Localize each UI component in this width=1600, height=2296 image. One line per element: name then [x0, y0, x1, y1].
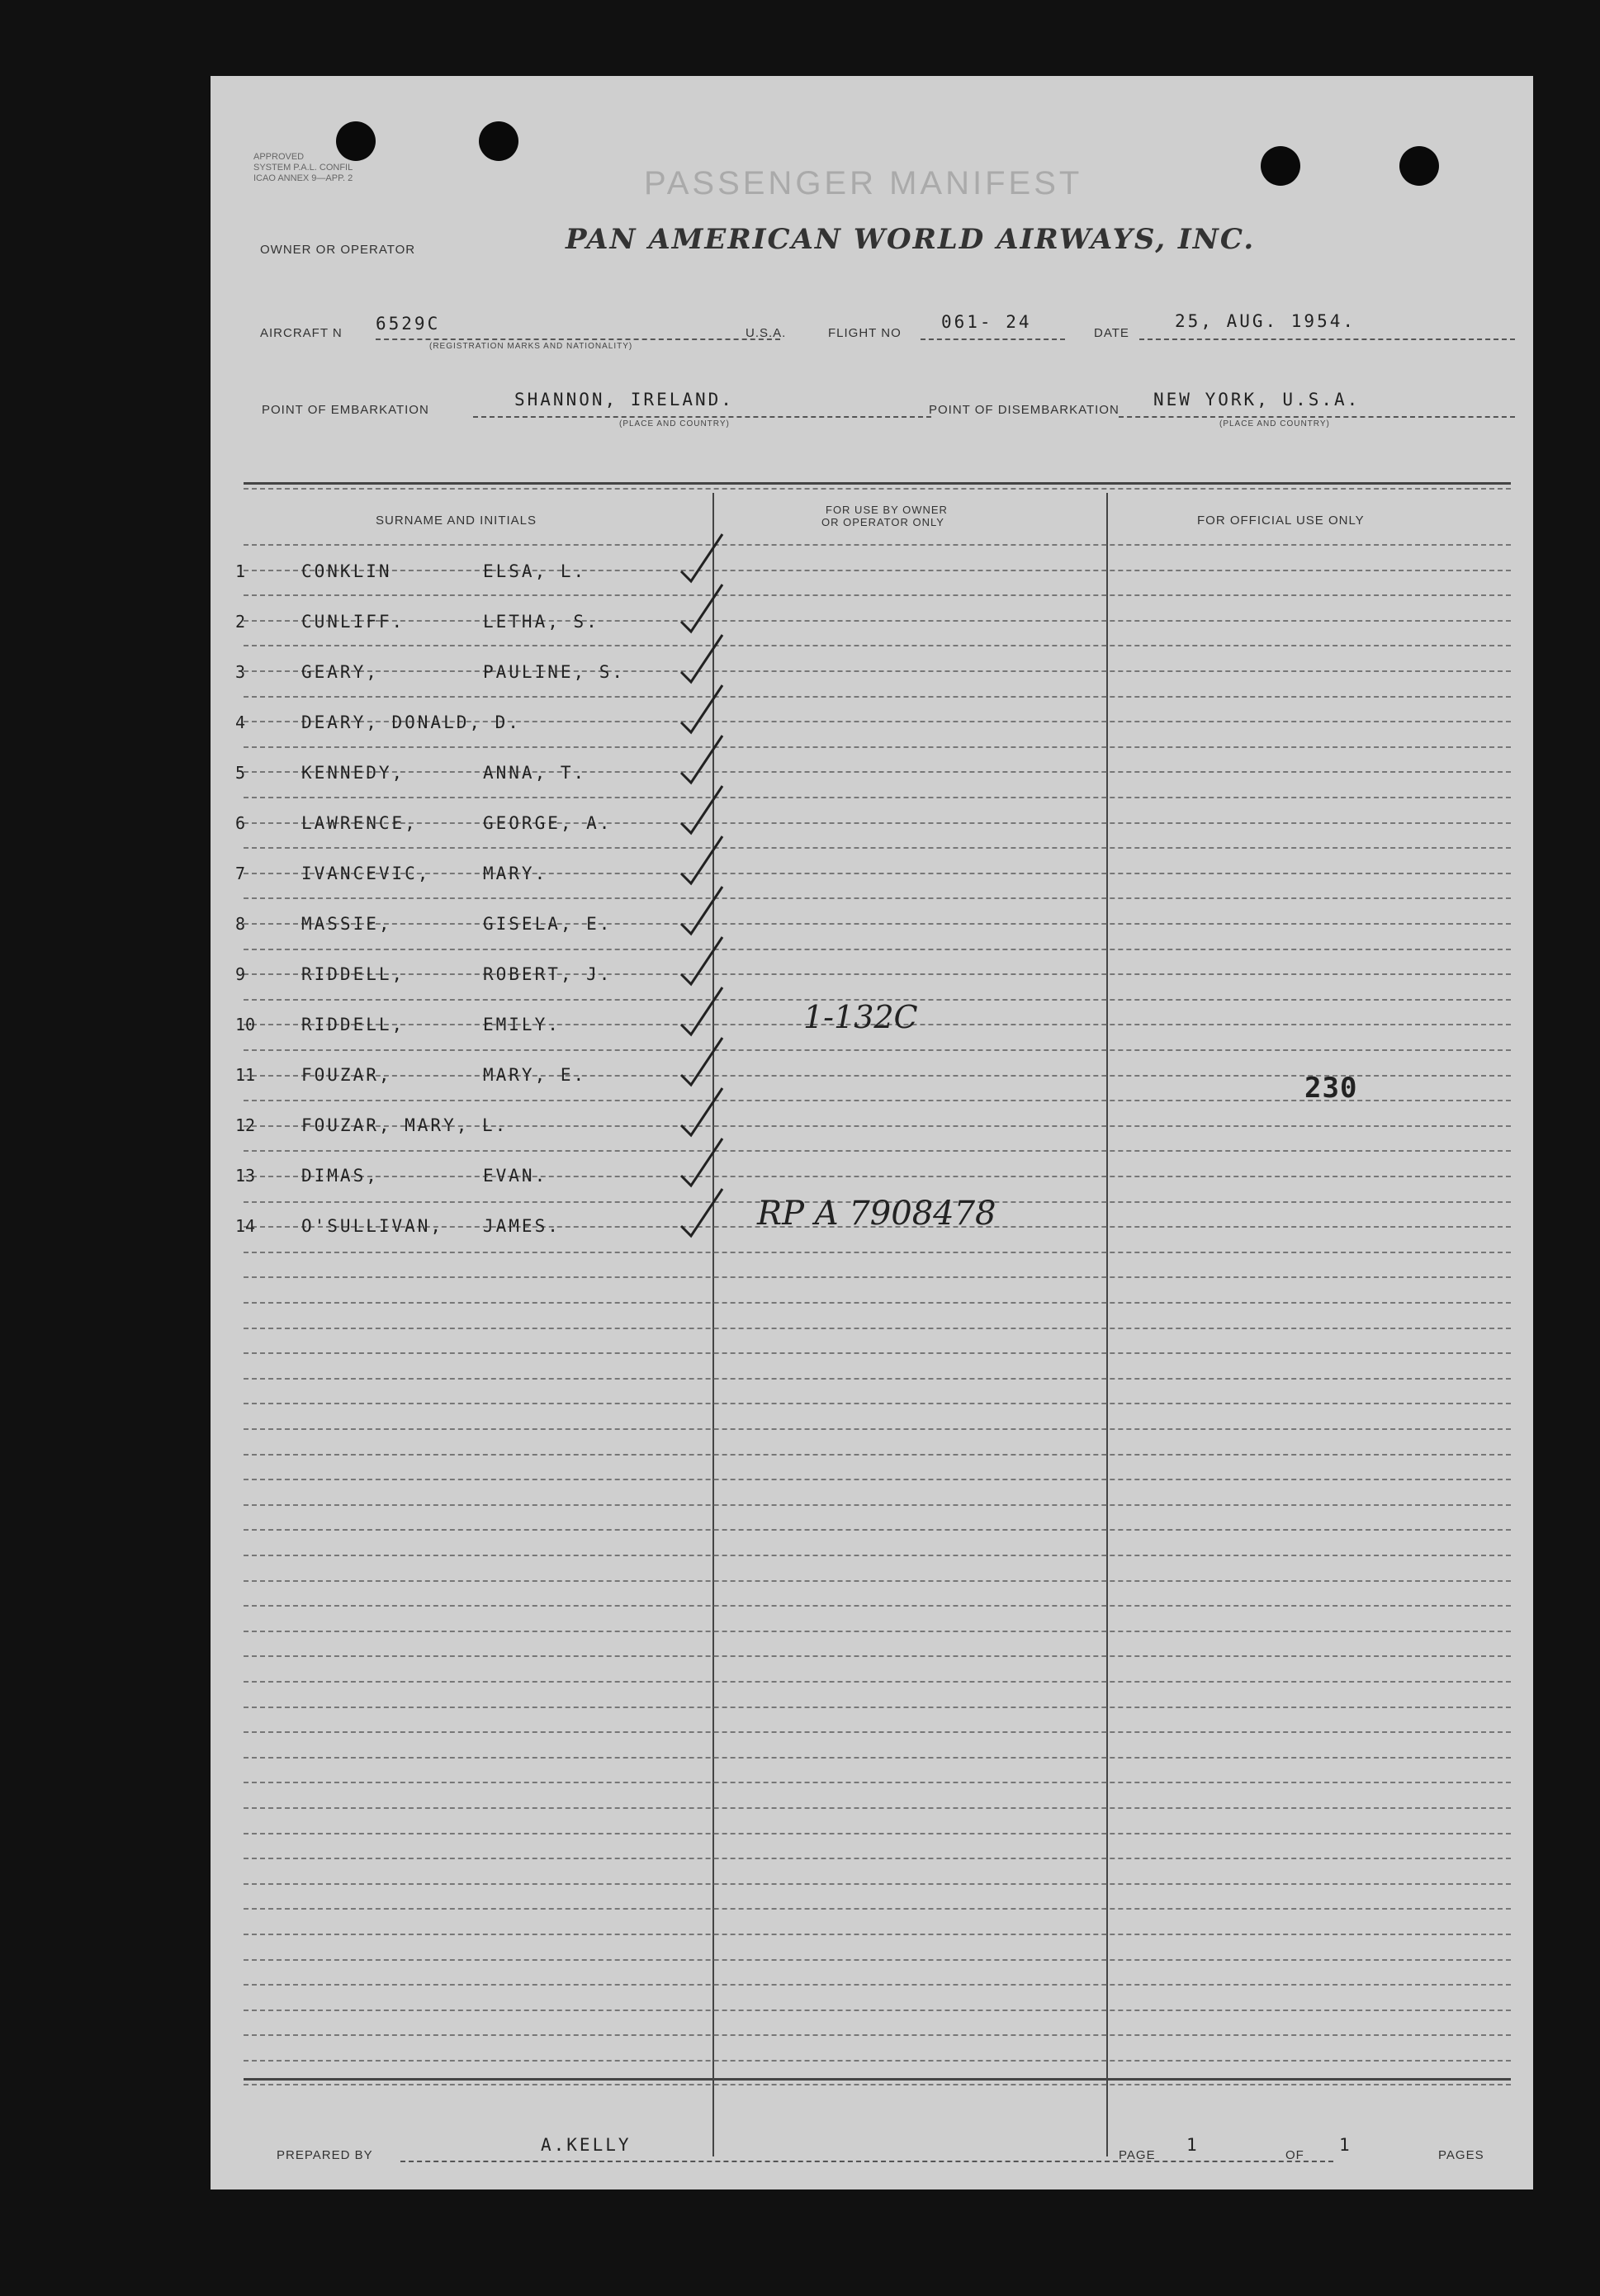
date-label: DATE	[1094, 326, 1129, 340]
column-divider	[1106, 493, 1108, 2156]
ruled-line	[244, 847, 1511, 849]
ruled-line	[244, 1883, 1511, 1885]
check-mark	[681, 534, 722, 581]
row-number: 14	[235, 1216, 256, 1236]
passenger-given-name: EMILY.	[483, 1015, 561, 1034]
check-mark	[681, 1189, 722, 1236]
row-number: 12	[235, 1115, 256, 1135]
table-bottom-rule	[244, 2084, 1511, 2085]
ruled-line	[244, 1959, 1511, 1961]
ruled-line	[244, 1934, 1511, 1935]
row-number: 10	[235, 1015, 256, 1034]
owner-note-row10: 1-132C	[803, 999, 918, 1035]
embark-caption: (PLACE AND COUNTRY)	[619, 419, 730, 428]
embark-underline	[473, 416, 931, 418]
ruled-line	[244, 771, 1511, 773]
row-number: 9	[235, 964, 246, 984]
passenger-given-name: ROBERT, J.	[483, 964, 613, 984]
table-bottom-rule	[244, 2078, 1511, 2081]
ruled-line	[244, 923, 1511, 925]
check-mark	[681, 736, 722, 783]
ruled-line	[244, 570, 1511, 571]
passenger-given-name: EVAN.	[483, 1166, 548, 1186]
ruled-line	[244, 2060, 1511, 2062]
check-mark	[681, 937, 722, 984]
ruled-line	[244, 645, 1511, 646]
stamp-line: ICAO ANNEX 9—APP. 2	[253, 173, 353, 183]
passenger-given-name: ELSA, L.	[483, 561, 587, 581]
ruled-line	[244, 1580, 1511, 1582]
passenger-surname: IVANCEVIC,	[301, 864, 431, 883]
ruled-line	[244, 1757, 1511, 1759]
ruled-line	[244, 1605, 1511, 1607]
flight-underline	[921, 338, 1065, 340]
check-mark	[681, 1139, 722, 1186]
aircraft-label: AIRCRAFT N	[260, 326, 343, 340]
manifest-page	[211, 76, 1533, 2189]
ruled-line	[244, 620, 1511, 622]
ruled-line	[244, 873, 1511, 874]
row-number: 11	[235, 1065, 256, 1085]
ruled-line	[244, 797, 1511, 798]
passenger-given-name: GEORGE, A.	[483, 813, 613, 833]
passenger-given-name: MARY.	[483, 864, 548, 883]
registration-caption: (REGISTRATION MARKS AND NATIONALITY)	[429, 342, 633, 351]
check-mark	[681, 1038, 722, 1085]
official-note-row12: 230	[1304, 1072, 1358, 1105]
row-number: 3	[235, 662, 246, 682]
punch-hole	[479, 121, 518, 161]
check-mark	[681, 887, 722, 934]
passenger-surname: CONKLIN	[301, 561, 392, 581]
owner-label: OWNER OR OPERATOR	[260, 243, 416, 257]
row-number: 5	[235, 763, 246, 783]
prepared-value: A.KELLY	[541, 2135, 632, 2155]
ruled-line	[244, 1858, 1511, 1859]
official-column-header: FOR OFFICIAL USE ONLY	[1197, 514, 1365, 528]
stamp-line: SYSTEM P.A.L. CONFIL	[253, 163, 353, 173]
ruled-line	[244, 1150, 1511, 1152]
ruled-line	[244, 1984, 1511, 1986]
passenger-given-name: JAMES.	[483, 1216, 561, 1236]
ruled-line	[244, 1352, 1511, 1354]
check-mark	[681, 1088, 722, 1135]
ruled-line	[244, 1833, 1511, 1834]
aircraft-underline	[376, 338, 780, 340]
passenger-surname: RIDDELL,	[301, 964, 405, 984]
check-marks	[673, 505, 838, 1331]
row-number: 1	[235, 561, 246, 581]
ruled-line	[244, 973, 1511, 975]
of-label: OF	[1285, 2148, 1304, 2162]
punch-hole	[1399, 146, 1439, 186]
ruled-line	[244, 1328, 1511, 1329]
ruled-line	[244, 1479, 1511, 1480]
table-top-rule	[244, 488, 1511, 490]
passenger-surname: DEARY, DONALD, D.	[301, 712, 521, 732]
passenger-given-name: LETHA, S.	[483, 612, 599, 632]
ruled-line	[244, 594, 1511, 596]
owner-column-header-2: OR OPERATOR ONLY	[821, 516, 944, 528]
ruled-line	[244, 1176, 1511, 1177]
prepared-label: PREPARED BY	[277, 2148, 373, 2162]
ruled-line	[244, 1454, 1511, 1456]
ruled-line	[244, 1504, 1511, 1506]
passenger-given-name: GISELA, E.	[483, 914, 613, 934]
check-mark	[681, 585, 722, 632]
ruled-line	[244, 2010, 1511, 2011]
passenger-surname: MASSIE,	[301, 914, 392, 934]
form-title: PASSENGER MANIFEST	[644, 165, 1083, 201]
ruled-line	[244, 1049, 1511, 1051]
date-value: 25, AUG. 1954.	[1175, 311, 1356, 331]
ruled-line	[244, 897, 1511, 899]
owner-column-header: FOR USE BY OWNER	[826, 504, 948, 516]
passenger-surname: KENNEDY,	[301, 763, 405, 783]
passenger-surname: FOUZAR,	[301, 1065, 392, 1085]
embark-label: POINT OF EMBARKATION	[262, 403, 429, 417]
page-label: PAGE	[1119, 2148, 1156, 2162]
check-mark	[681, 836, 722, 883]
company-name: PAN AMERICAN WORLD AIRWAYS, INC.	[566, 223, 1256, 256]
ruled-line	[244, 670, 1511, 672]
footer-underline	[400, 2161, 1333, 2162]
check-mark	[681, 685, 722, 732]
ruled-line	[244, 949, 1511, 950]
passenger-surname: GEARY,	[301, 662, 379, 682]
passenger-surname: CUNLIFF.	[301, 612, 405, 632]
ruled-line	[244, 2034, 1511, 2036]
punch-hole	[1261, 146, 1300, 186]
date-underline	[1139, 338, 1515, 340]
pages-label: PAGES	[1438, 2148, 1484, 2162]
ruled-line	[244, 1555, 1511, 1556]
passenger-given-name: MARY, E.	[483, 1065, 587, 1085]
row-number: 6	[235, 813, 246, 833]
disembark-caption: (PLACE AND COUNTRY)	[1219, 419, 1330, 428]
usa-label: U.S.A.	[746, 326, 787, 340]
passenger-surname: DIMAS,	[301, 1166, 379, 1186]
passenger-surname: RIDDELL,	[301, 1015, 405, 1034]
ruled-line	[244, 1908, 1511, 1910]
disembark-value: NEW YORK, U.S.A.	[1153, 390, 1361, 409]
stamp-line: APPROVED	[253, 152, 305, 162]
ruled-line	[244, 544, 1511, 546]
disembark-underline	[1119, 416, 1515, 418]
surname-column-header: SURNAME AND INITIALS	[376, 514, 537, 528]
ruled-line	[244, 1731, 1511, 1733]
passenger-surname: FOUZAR, MARY, L.	[301, 1115, 509, 1135]
ruled-line	[244, 1782, 1511, 1783]
ruled-line	[244, 1276, 1511, 1278]
flight-value: 061- 24	[941, 312, 1032, 332]
ruled-line	[244, 746, 1511, 748]
passenger-surname: O'SULLIVAN,	[301, 1216, 444, 1236]
ruled-line	[244, 1681, 1511, 1683]
disembark-label: POINT OF DISEMBARKATION	[929, 403, 1120, 417]
ruled-line	[244, 1707, 1511, 1708]
row-number: 4	[235, 712, 246, 732]
check-mark	[681, 786, 722, 833]
ruled-line	[244, 1631, 1511, 1632]
table-top-rule	[244, 482, 1511, 485]
check-mark	[681, 987, 722, 1034]
check-mark	[681, 635, 722, 682]
ruled-line	[244, 1302, 1511, 1304]
ruled-line	[244, 1403, 1511, 1404]
approval-stamp	[253, 152, 353, 184]
ruled-line	[244, 1529, 1511, 1531]
ruled-line	[244, 696, 1511, 698]
ruled-line	[244, 1655, 1511, 1657]
owner-note-row14: RP A 7908478	[757, 1195, 996, 1233]
flight-label: FLIGHT NO	[828, 326, 902, 340]
passenger-given-name: PAULINE, S.	[483, 662, 626, 682]
row-number: 7	[235, 864, 246, 883]
ruled-line	[244, 1428, 1511, 1430]
ruled-line	[244, 822, 1511, 824]
passenger-given-name: ANNA, T.	[483, 763, 587, 783]
of-value: 1	[1339, 2135, 1352, 2155]
row-number: 2	[235, 612, 246, 632]
aircraft-value: 6529C	[376, 314, 441, 334]
ruled-line	[244, 1807, 1511, 1809]
row-number: 13	[235, 1166, 256, 1186]
page-value: 1	[1186, 2135, 1200, 2155]
passenger-surname: LAWRENCE,	[301, 813, 418, 833]
embark-value: SHANNON, IRELAND.	[514, 390, 734, 409]
row-number: 8	[235, 914, 246, 934]
ruled-line	[244, 1252, 1511, 1253]
ruled-line	[244, 1378, 1511, 1380]
